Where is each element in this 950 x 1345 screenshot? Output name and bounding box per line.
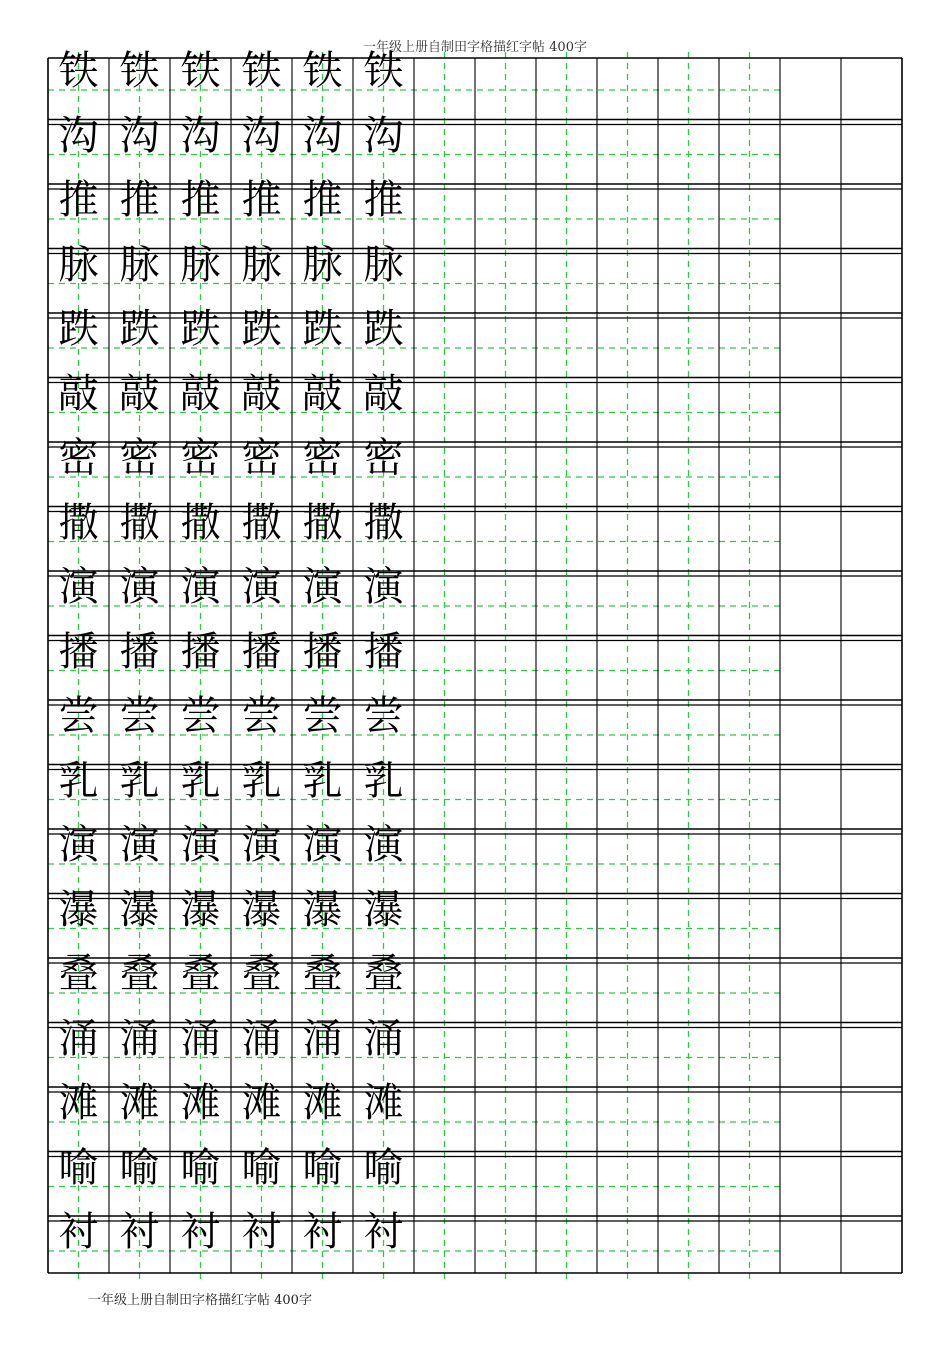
- practice-character: 涌: [180, 1015, 221, 1062]
- practice-character: 滩: [180, 1080, 221, 1126]
- practice-character: 演: [180, 822, 221, 868]
- practice-character: 尝: [302, 693, 343, 739]
- practice-character: 推: [241, 177, 282, 223]
- practice-character: 跌: [363, 306, 404, 352]
- practice-character: 密: [241, 435, 282, 481]
- practice-character: 撒: [302, 499, 343, 546]
- practice-character: 铁: [119, 48, 160, 94]
- practice-character: 喻: [58, 1144, 99, 1191]
- practice-character: 密: [302, 435, 343, 481]
- practice-character: 撒: [119, 499, 160, 546]
- practice-character: 脉: [180, 241, 221, 288]
- practice-character: 喻: [363, 1144, 404, 1191]
- practice-character: 乳: [363, 757, 404, 804]
- practice-character: 叠: [58, 951, 99, 997]
- practice-character: 播: [180, 628, 221, 675]
- practice-character: 铁: [363, 48, 404, 94]
- practice-character: 铁: [180, 48, 221, 94]
- practice-character: 涌: [241, 1015, 282, 1062]
- practice-character: 衬: [58, 1209, 99, 1255]
- practice-character: 乳: [241, 757, 282, 804]
- practice-character: 乳: [180, 757, 221, 804]
- practice-character: 尝: [363, 693, 404, 739]
- practice-character: 衬: [119, 1209, 160, 1255]
- practice-character: 乳: [119, 757, 160, 804]
- practice-character: 演: [119, 564, 160, 610]
- page-header: 一年级上册自制田字格描红字帖 400字: [363, 40, 587, 55]
- practice-character: 播: [363, 628, 404, 675]
- practice-character: 跌: [241, 306, 282, 352]
- practice-character: 叠: [119, 951, 160, 997]
- practice-character: 脉: [363, 241, 404, 288]
- practice-character: 铁: [58, 48, 99, 94]
- practice-character: 滩: [119, 1080, 160, 1126]
- practice-character: 沟: [119, 112, 160, 159]
- practice-character: 叠: [241, 951, 282, 997]
- practice-character: 瀑: [119, 886, 160, 933]
- practice-character: 演: [180, 564, 221, 610]
- practice-character: 跌: [302, 306, 343, 352]
- practice-character: 涌: [119, 1015, 160, 1062]
- practice-character: 脉: [241, 241, 282, 288]
- practice-character: 脉: [302, 241, 343, 288]
- practice-character: 尝: [119, 693, 160, 739]
- practice-character: 涌: [302, 1015, 343, 1062]
- practice-character: 演: [302, 822, 343, 868]
- practice-character: 撒: [363, 499, 404, 546]
- practice-character: 尝: [180, 693, 221, 739]
- practice-character: 推: [302, 177, 343, 223]
- practice-character: 衬: [180, 1209, 221, 1255]
- practice-character: 瀑: [302, 886, 343, 933]
- practice-character: 敲: [363, 370, 404, 417]
- practice-character: 铁: [241, 48, 282, 94]
- practice-character: 演: [58, 564, 99, 610]
- practice-character: 喻: [180, 1144, 221, 1191]
- practice-character: 演: [363, 564, 404, 610]
- practice-character: 滩: [363, 1080, 404, 1126]
- practice-character: 演: [241, 822, 282, 868]
- practice-character: 推: [180, 177, 221, 223]
- practice-character: 撒: [58, 499, 99, 546]
- practice-character: 瀑: [58, 886, 99, 933]
- practice-character: 叠: [180, 951, 221, 997]
- practice-character: 密: [58, 435, 99, 481]
- practice-character: 沟: [180, 112, 221, 159]
- practice-character: 沟: [302, 112, 343, 159]
- practice-character: 沟: [241, 112, 282, 159]
- practice-character: 演: [363, 822, 404, 868]
- practice-character: 沟: [58, 112, 99, 159]
- practice-character: 尝: [241, 693, 282, 739]
- practice-character: 密: [119, 435, 160, 481]
- practice-character: 跌: [180, 306, 221, 352]
- practice-character: 跌: [58, 306, 99, 352]
- practice-character: 推: [363, 177, 404, 223]
- practice-character: 叠: [302, 951, 343, 997]
- practice-character: 推: [58, 177, 99, 223]
- practice-character: 瀑: [241, 886, 282, 933]
- practice-character: 沟: [363, 112, 404, 159]
- practice-character: 播: [241, 628, 282, 675]
- practice-character: 敲: [119, 370, 160, 417]
- practice-character: 敲: [180, 370, 221, 417]
- practice-character: 铁: [302, 48, 343, 94]
- practice-character: 演: [58, 822, 99, 868]
- practice-character: 滩: [302, 1080, 343, 1126]
- practice-character: 撒: [180, 499, 221, 546]
- practice-character: 脉: [119, 241, 160, 288]
- practice-character: 瀑: [180, 886, 221, 933]
- practice-character: 跌: [119, 306, 160, 352]
- page-footer: 一年级上册自制田字格描红字帖 400字: [88, 1293, 312, 1308]
- practice-character: 乳: [302, 757, 343, 804]
- practice-character: 尝: [58, 693, 99, 739]
- practice-character: 推: [119, 177, 160, 223]
- practice-character: 敲: [302, 370, 343, 417]
- practice-character: 密: [180, 435, 221, 481]
- practice-character: 喻: [119, 1144, 160, 1191]
- practice-character: 乳: [58, 757, 99, 804]
- practice-character: 播: [119, 628, 160, 675]
- practice-character: 瀑: [363, 886, 404, 933]
- practice-character: 敲: [241, 370, 282, 417]
- practice-character: 衬: [302, 1209, 343, 1255]
- practice-character: 演: [119, 822, 160, 868]
- practice-character: 脉: [58, 241, 99, 288]
- practice-character: 喻: [241, 1144, 282, 1191]
- practice-character: 涌: [58, 1015, 99, 1062]
- practice-character: 敲: [58, 370, 99, 417]
- practice-character: 衬: [363, 1209, 404, 1255]
- practice-character: 滩: [241, 1080, 282, 1126]
- practice-character: 播: [58, 628, 99, 675]
- practice-character: 衬: [241, 1209, 282, 1255]
- practice-character: 叠: [363, 951, 404, 997]
- practice-character: 涌: [363, 1015, 404, 1062]
- practice-character: 滩: [58, 1080, 99, 1126]
- practice-character: 演: [302, 564, 343, 610]
- practice-character: 播: [302, 628, 343, 675]
- practice-character: 撒: [241, 499, 282, 546]
- practice-character: 喻: [302, 1144, 343, 1191]
- practice-character: 密: [363, 435, 404, 481]
- practice-character: 演: [241, 564, 282, 610]
